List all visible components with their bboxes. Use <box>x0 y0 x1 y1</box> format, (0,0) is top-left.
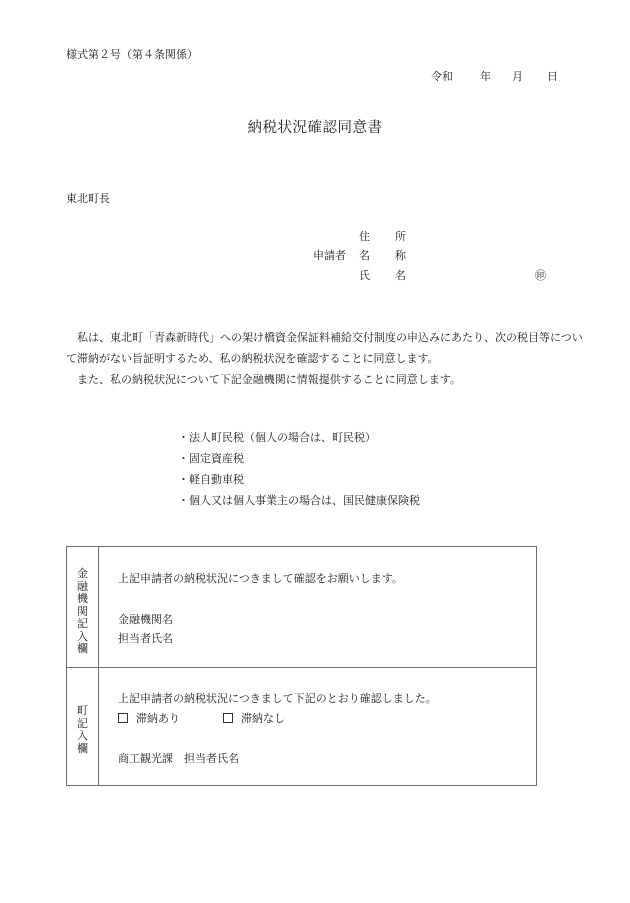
field-company-name-label: 名 称 <box>359 249 406 262</box>
tax-item: ・軽自動車税 <box>178 473 244 486</box>
town-staff-line <box>118 753 239 764</box>
bank-name-field[interactable]: 金融機関名 <box>118 613 173 626</box>
arrears-checkbox[interactable] <box>118 713 128 723</box>
tax-item: ・個人又は個人事業主の場合は、国民健康保険税 <box>178 494 420 507</box>
row-divider <box>67 667 536 668</box>
field-name-label: 氏 名 <box>359 269 406 282</box>
entry-table <box>66 546 537 786</box>
tax-item: ・固定資産税 <box>178 452 244 465</box>
seal-icon: ㊞ <box>535 269 546 282</box>
department-label: 商工観光課 <box>118 752 173 765</box>
no-arrears-checkbox[interactable] <box>223 713 233 723</box>
town-confirm-text: 上記申請者の納税状況につきまして下記のとおり確認しました。 <box>118 692 437 705</box>
town-staff-name-field[interactable]: 担当者氏名 <box>184 752 239 765</box>
page-title: 納税状況確認同意書 <box>247 120 383 136</box>
date-era: 令和 <box>431 70 453 83</box>
arrears-options <box>118 713 285 724</box>
tax-item: ・法人町民税（個人の場合は、町民税） <box>178 431 376 444</box>
field-address-label: 住 所 <box>359 230 406 243</box>
bank-request-text: 上記申請者の納税状況につきまして確認をお願いします。 <box>118 572 403 585</box>
column-divider <box>98 547 99 785</box>
consent-paragraph-2: また、私の納税状況について下記金融機関に情報提供することに同意します。 <box>77 373 461 386</box>
date-year: 年 <box>480 70 491 83</box>
town-section-label: 町 記 入 欄 <box>77 704 88 755</box>
bank-staff-name-field[interactable]: 担当者氏名 <box>118 632 173 645</box>
date-day: 日 <box>547 70 558 83</box>
form-number: 様式第２号（第４条関係） <box>66 48 198 61</box>
consent-paragraph-1: 私は、東北町「青森新時代」への架け橋資金保証料補給交付制度の申込みにあたり、次の税目等について滞納がない旨証明するため、私の納税状況を確認することに同意します。 <box>66 331 583 365</box>
addressee: 東北町長 <box>66 192 110 205</box>
arrears-label: 滞納あり <box>136 712 180 725</box>
tax-item-list <box>178 430 420 514</box>
no-arrears-label: 滞納なし <box>241 712 285 725</box>
date-month: 月 <box>512 70 523 83</box>
applicant-label: 申請者 <box>313 249 346 262</box>
bank-section-label: 金 融 機 関 記 入 欄 <box>77 567 88 655</box>
